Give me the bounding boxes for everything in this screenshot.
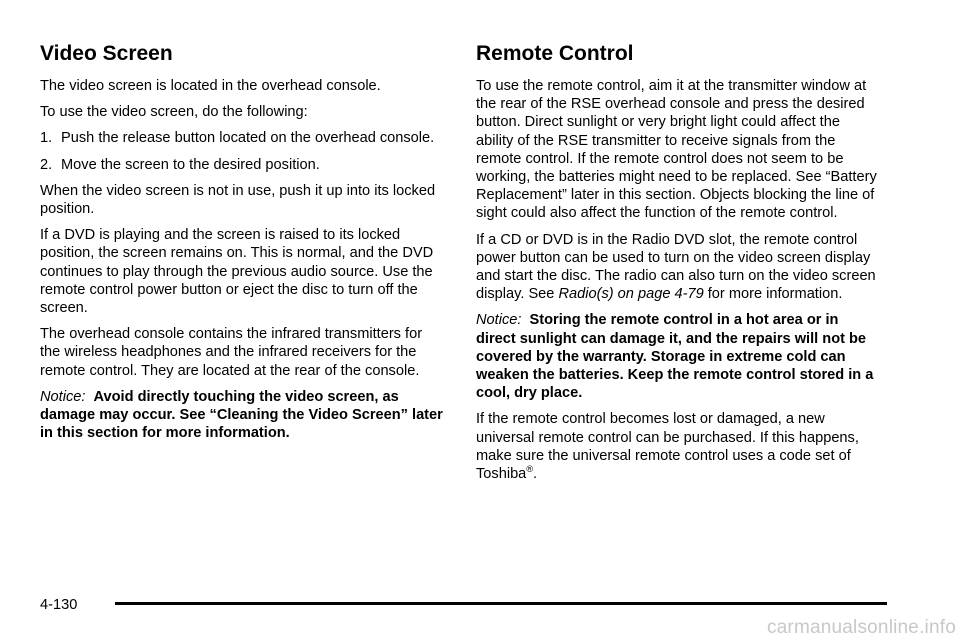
paragraph-text: If the remote control becomes lost or damaged, a new universal remote control can be purchased. If this happens, make sure the universal remote control uses a code set of Toshiba <box>476 411 859 483</box>
paragraph: To use the remote control, aim it at the transmitter window at the rear of the RSE overhead console and press the desired button. Direct sunlight or very bright light could affect the ability of the RSE transmitter to receive signals from the remote control. If the remote control does not seem to be working, the batteries might need to be replaced. See “Battery Replacement” later in this section. Objects blocking the line of sight could also affect the function of the remote control. <box>476 78 877 222</box>
paragraph-text: for more information. <box>703 286 843 303</box>
paragraph-text: If a CD or DVD is in the Radio DVD slot, the remote control power button can be used to turn on the video screen display and start the disc. The radio can also turn on the video screen display. See <box>476 231 876 303</box>
left-column <box>40 41 445 450</box>
watermark: carmanualsonline.info <box>766 617 956 638</box>
list-item <box>40 129 445 147</box>
step-text: Push the release button located on the overhead console. <box>61 130 435 147</box>
right-column <box>476 41 881 491</box>
step-number: 1. <box>40 130 53 147</box>
paragraph: To use the video screen, do the following: <box>40 104 308 121</box>
paragraph: When the video screen is not in use, push it up into its locked position. <box>40 182 436 218</box>
footer-rule <box>115 602 887 605</box>
cross-reference-link[interactable]: Radio(s) on page 4-79 <box>558 286 704 303</box>
list-item <box>40 156 445 174</box>
step-number: 2. <box>40 156 53 173</box>
notice-paragraph <box>476 311 881 402</box>
paragraph <box>476 410 881 483</box>
page-number: 4-130 <box>40 597 78 613</box>
step-text: Move the screen to the desired position. <box>61 156 320 173</box>
paragraph-text: . <box>532 466 538 483</box>
paragraph <box>476 231 881 304</box>
registered-mark: ® <box>526 464 533 475</box>
paragraph: The overhead console contains the infrared transmitters for the wireless headphones and the infrared receivers for the remote control. They are located at the rear of the console. <box>40 326 423 379</box>
paragraph: The video screen is located in the overhead console. <box>40 78 381 94</box>
paragraph: If a DVD is playing and the screen is raised to its locked position, the screen remains on. This is normal, and the DVD continues to play through the previous audio source. Use the remote control power button or eject the disc to turn off the screen. <box>40 227 434 317</box>
section-heading-video-screen: Video Screen <box>40 42 173 65</box>
notice-paragraph <box>40 388 445 443</box>
steps-list <box>40 129 445 173</box>
notice-label: Notice: <box>476 312 522 329</box>
notice-text: Avoid directly touching the video screen, as damage may occur. See “Cleaning the Video Screen” later in this section for more information. <box>40 388 443 442</box>
notice-label: Notice: <box>40 388 86 405</box>
section-heading-remote-control: Remote Control <box>476 42 634 65</box>
notice-text: Storing the remote control in a hot area or in direct sunlight can damage it, and the repairs will not be covered by the warranty. Storage in extreme cold can weaken the batteries. Keep the remote control stored in a cool, dry place. <box>476 312 874 402</box>
